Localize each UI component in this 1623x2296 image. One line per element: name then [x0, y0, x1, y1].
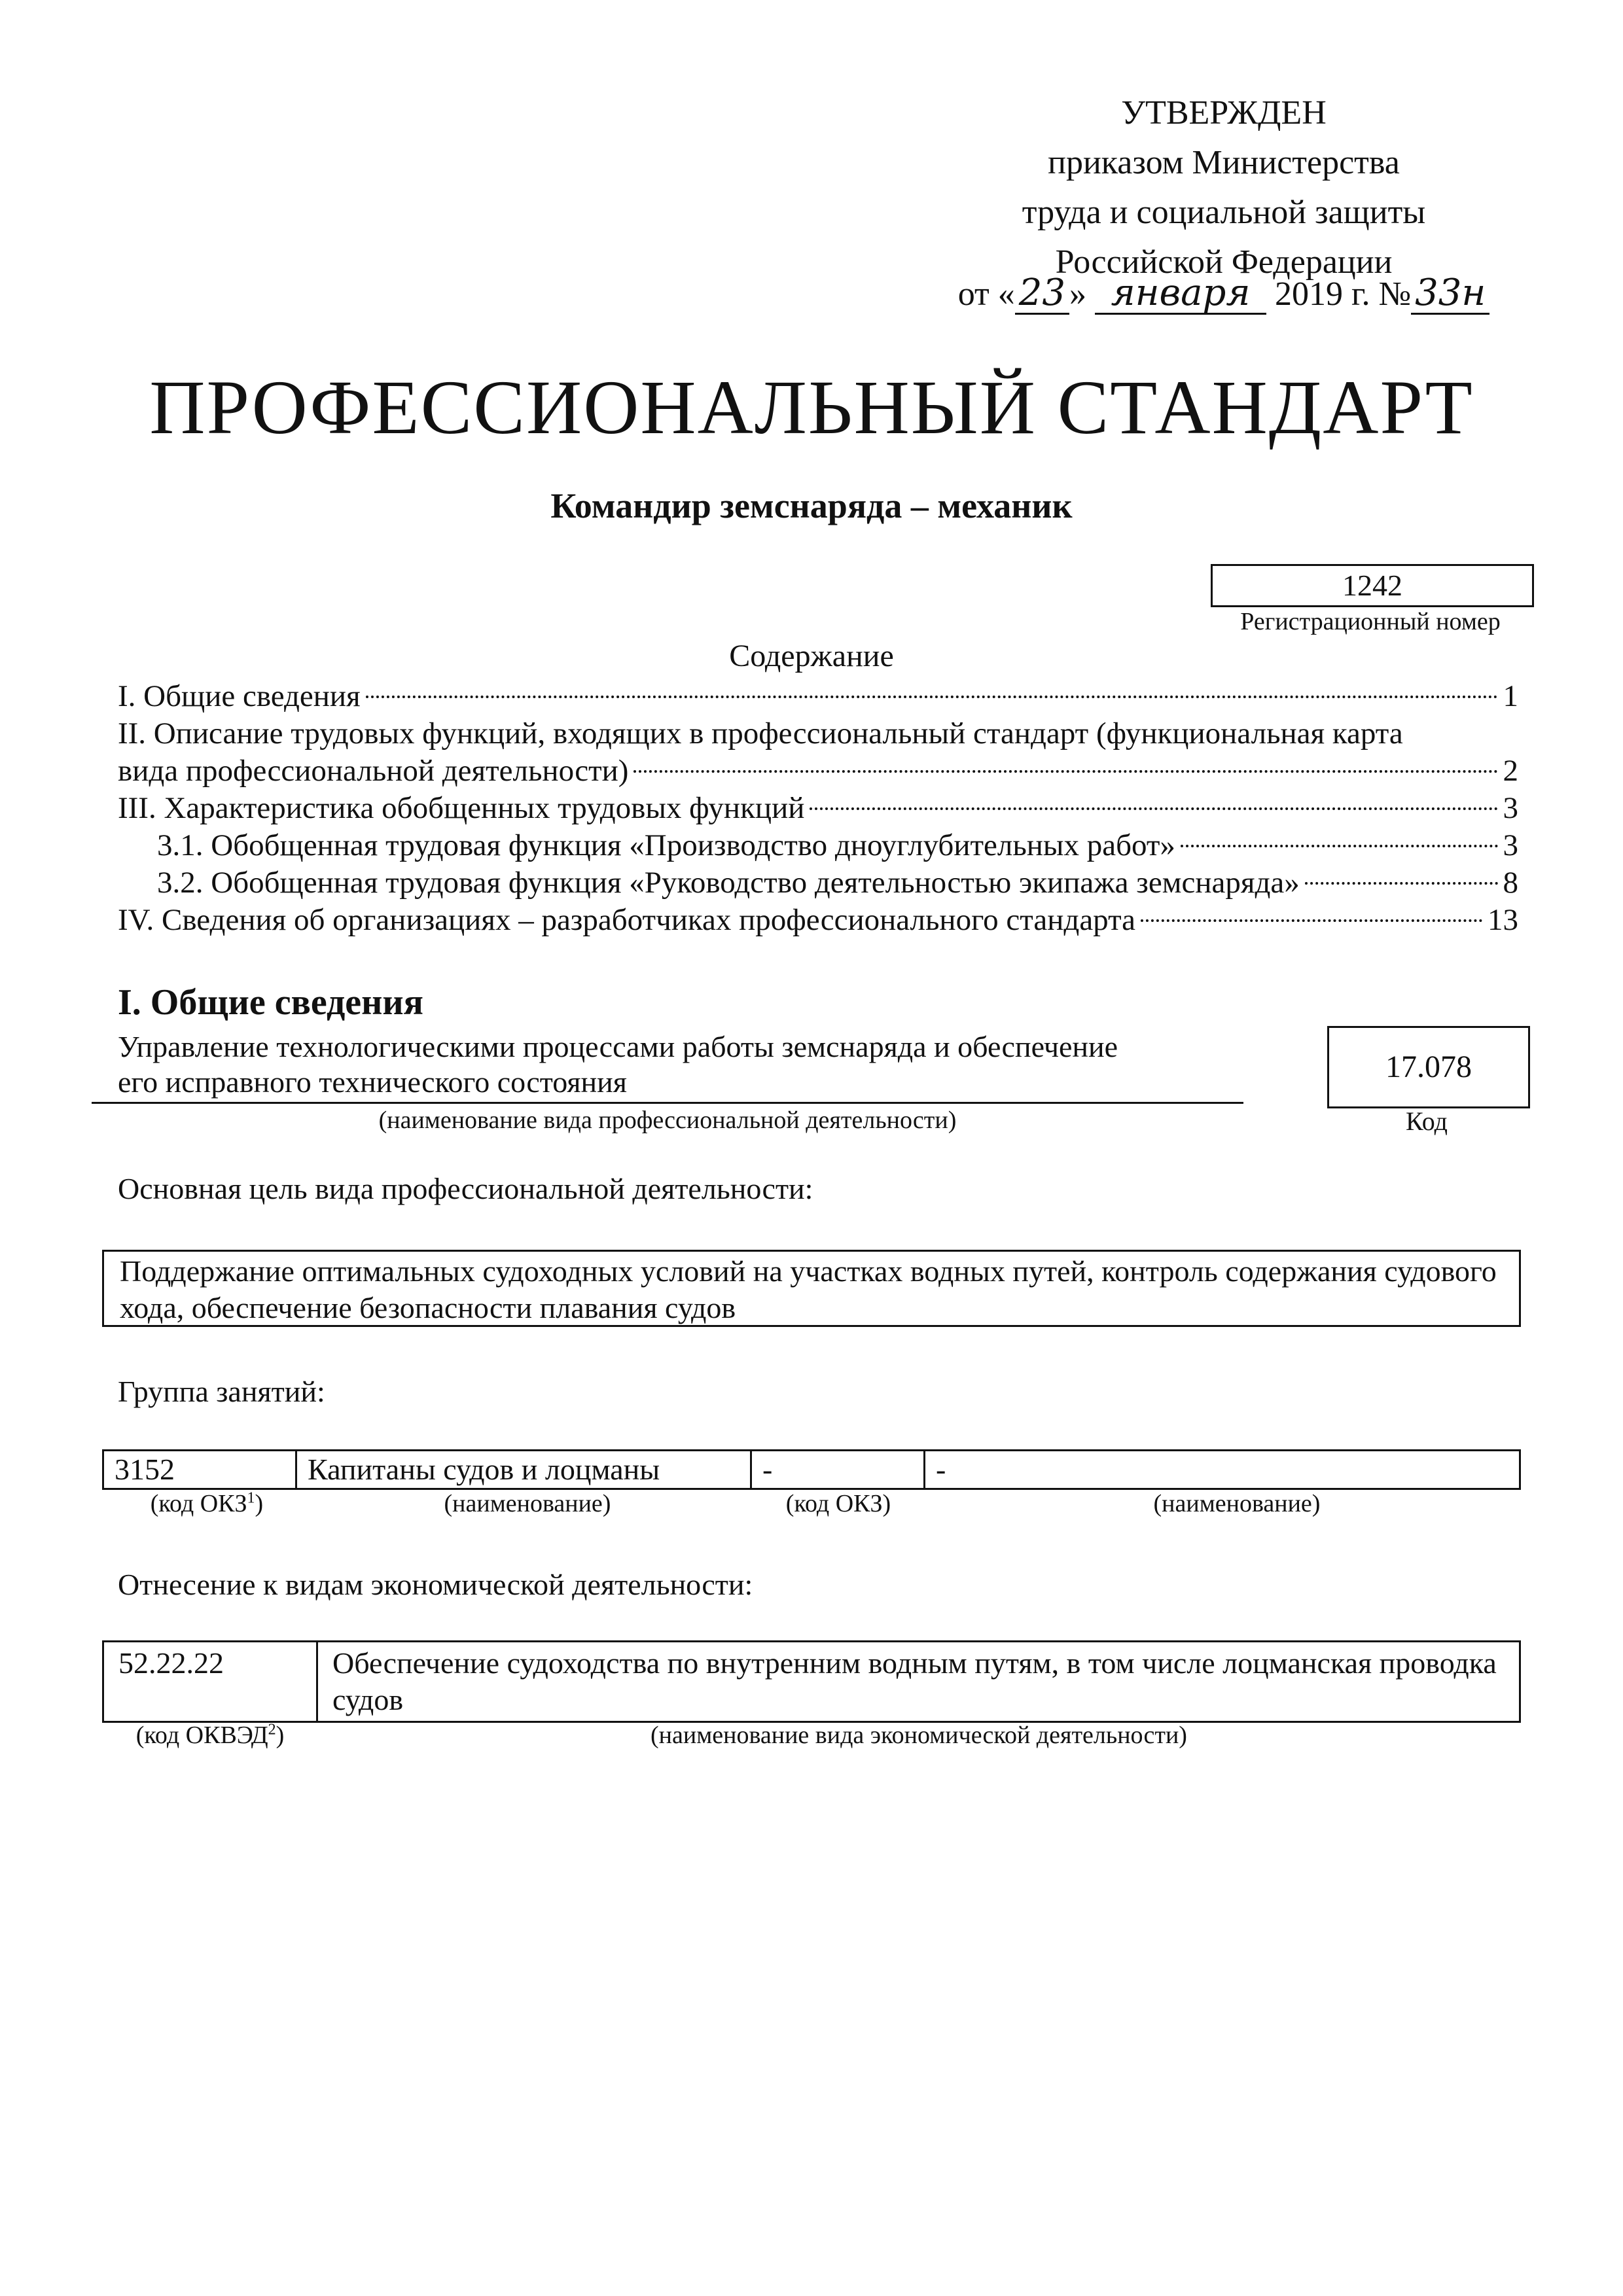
okz-name-2: -	[925, 1451, 1520, 1489]
okz-code-1: 3152	[103, 1451, 296, 1489]
date-day-suffix: »	[1069, 275, 1087, 313]
caption-text: (код ОКВЭД	[135, 1722, 268, 1749]
table-of-contents	[118, 678, 1518, 939]
document-title: ПРОФЕССИОНАЛЬНЫЙ СТАНДАРТ	[149, 364, 1474, 450]
okz-name-caption-1: (наименование)	[444, 1490, 611, 1517]
handwritten-order-number: 33н	[1411, 274, 1489, 315]
okz-name-1: Капитаны судов и лоцманы	[296, 1451, 751, 1489]
handwritten-day: 23	[1015, 274, 1069, 315]
toc-item-page: 3	[1503, 791, 1518, 825]
toc-title: Содержание	[729, 639, 894, 673]
footnote-ref: 1	[247, 1489, 255, 1507]
approval-line-1: УТВЕРЖДЕН	[1121, 94, 1327, 132]
toc-item-page: 13	[1488, 903, 1518, 937]
section-heading: I. Общие сведения	[118, 982, 423, 1023]
toc-item-text: 3.2. Обобщенная трудовая функция «Руководство деятельностью экипажа земснаряда»	[157, 866, 1300, 900]
handwritten-month: января	[1095, 274, 1266, 315]
caption-text: )	[255, 1490, 264, 1517]
economic-label: Отнесение к видам экономической деятельности:	[118, 1568, 753, 1601]
caption-text: (код ОКЗ	[150, 1490, 247, 1517]
toc-item-text: IV. Сведения об организациях – разработчиках профессионального стандарта	[118, 903, 1136, 937]
okz-code-caption-1	[102, 1489, 312, 1518]
approval-line-2: приказом Министерства	[1048, 144, 1400, 181]
approval-block	[897, 88, 1551, 287]
activity-name-line: его исправного технического состояния	[118, 1065, 627, 1099]
document-subtitle: Командир земснаряда – механик	[550, 486, 1073, 525]
caption-text: )	[276, 1722, 285, 1749]
toc-item-page: 2	[1503, 754, 1518, 788]
okved-code-caption	[102, 1721, 318, 1750]
okved-table	[102, 1640, 1521, 1723]
toc-item[interactable]	[118, 827, 1518, 864]
footnote-ref: 2	[268, 1721, 276, 1739]
toc-item-text: I. Общие сведения	[118, 679, 361, 713]
okz-name-caption-2: (наименование)	[1153, 1490, 1321, 1517]
date-prefix: от «	[957, 275, 1015, 313]
toc-item[interactable]	[118, 902, 1518, 939]
activity-name-line: Управление технологическими процессами работы земснаряда и обеспечение	[118, 1030, 1118, 1063]
toc-item-text-line[interactable]: II. Описание трудовых функций, входящих в профессиональный стандарт (функциональная карта	[118, 716, 1403, 751]
table-row	[103, 1642, 1520, 1722]
okz-code-caption-2: (код ОКЗ)	[785, 1490, 891, 1517]
toc-item-page: 1	[1503, 679, 1518, 713]
okved-name-caption: (наименование вида экономической деятельности)	[651, 1722, 1187, 1749]
approval-line-3: труда и социальной защиты	[1022, 194, 1426, 231]
toc-item[interactable]	[118, 752, 1518, 790]
okz-code-2: -	[751, 1451, 925, 1489]
toc-item[interactable]	[118, 790, 1518, 827]
approval-line-4: Российской Федерации	[1055, 243, 1393, 281]
toc-item-text: 3.1. Обобщенная трудовая функция «Производство дноуглубительных работ»	[157, 828, 1175, 862]
goal-label: Основная цель вида профессиональной деятельности:	[118, 1172, 813, 1205]
registration-number-box: 1242	[1211, 564, 1534, 607]
toc-item-text: III. Характеристика обобщенных трудовых функций	[118, 791, 805, 825]
activity-caption: (наименование вида профессиональной деятельности)	[378, 1106, 957, 1134]
group-label: Группа занятий:	[118, 1375, 325, 1408]
toc-item-page: 8	[1503, 866, 1518, 900]
activity-name	[118, 1029, 1243, 1100]
okz-table	[102, 1449, 1521, 1490]
date-year: 2019 г. №	[1275, 275, 1412, 313]
okved-code: 52.22.22	[103, 1642, 317, 1722]
okved-name: Обеспечение судоходства по внутренним водным путям, в том числе лоцманская проводка судов	[317, 1642, 1520, 1722]
toc-item-text: вида профессиональной деятельности)	[118, 754, 629, 788]
activity-code-box: 17.078	[1327, 1026, 1530, 1108]
toc-item[interactable]	[118, 864, 1518, 902]
activity-code-caption: Код	[1406, 1106, 1448, 1136]
registration-number-label: Регистрационный номер	[1240, 608, 1501, 635]
goal-text-box: Поддержание оптимальных судоходных условий на участках водных путей, контроль содержания судового хода, обеспечение безопасности плавания судов	[102, 1250, 1521, 1327]
activity-underline	[92, 1102, 1243, 1104]
approval-date	[897, 270, 1551, 319]
toc-item[interactable]	[118, 678, 1518, 715]
table-row	[103, 1451, 1520, 1489]
toc-item-page: 3	[1503, 828, 1518, 862]
